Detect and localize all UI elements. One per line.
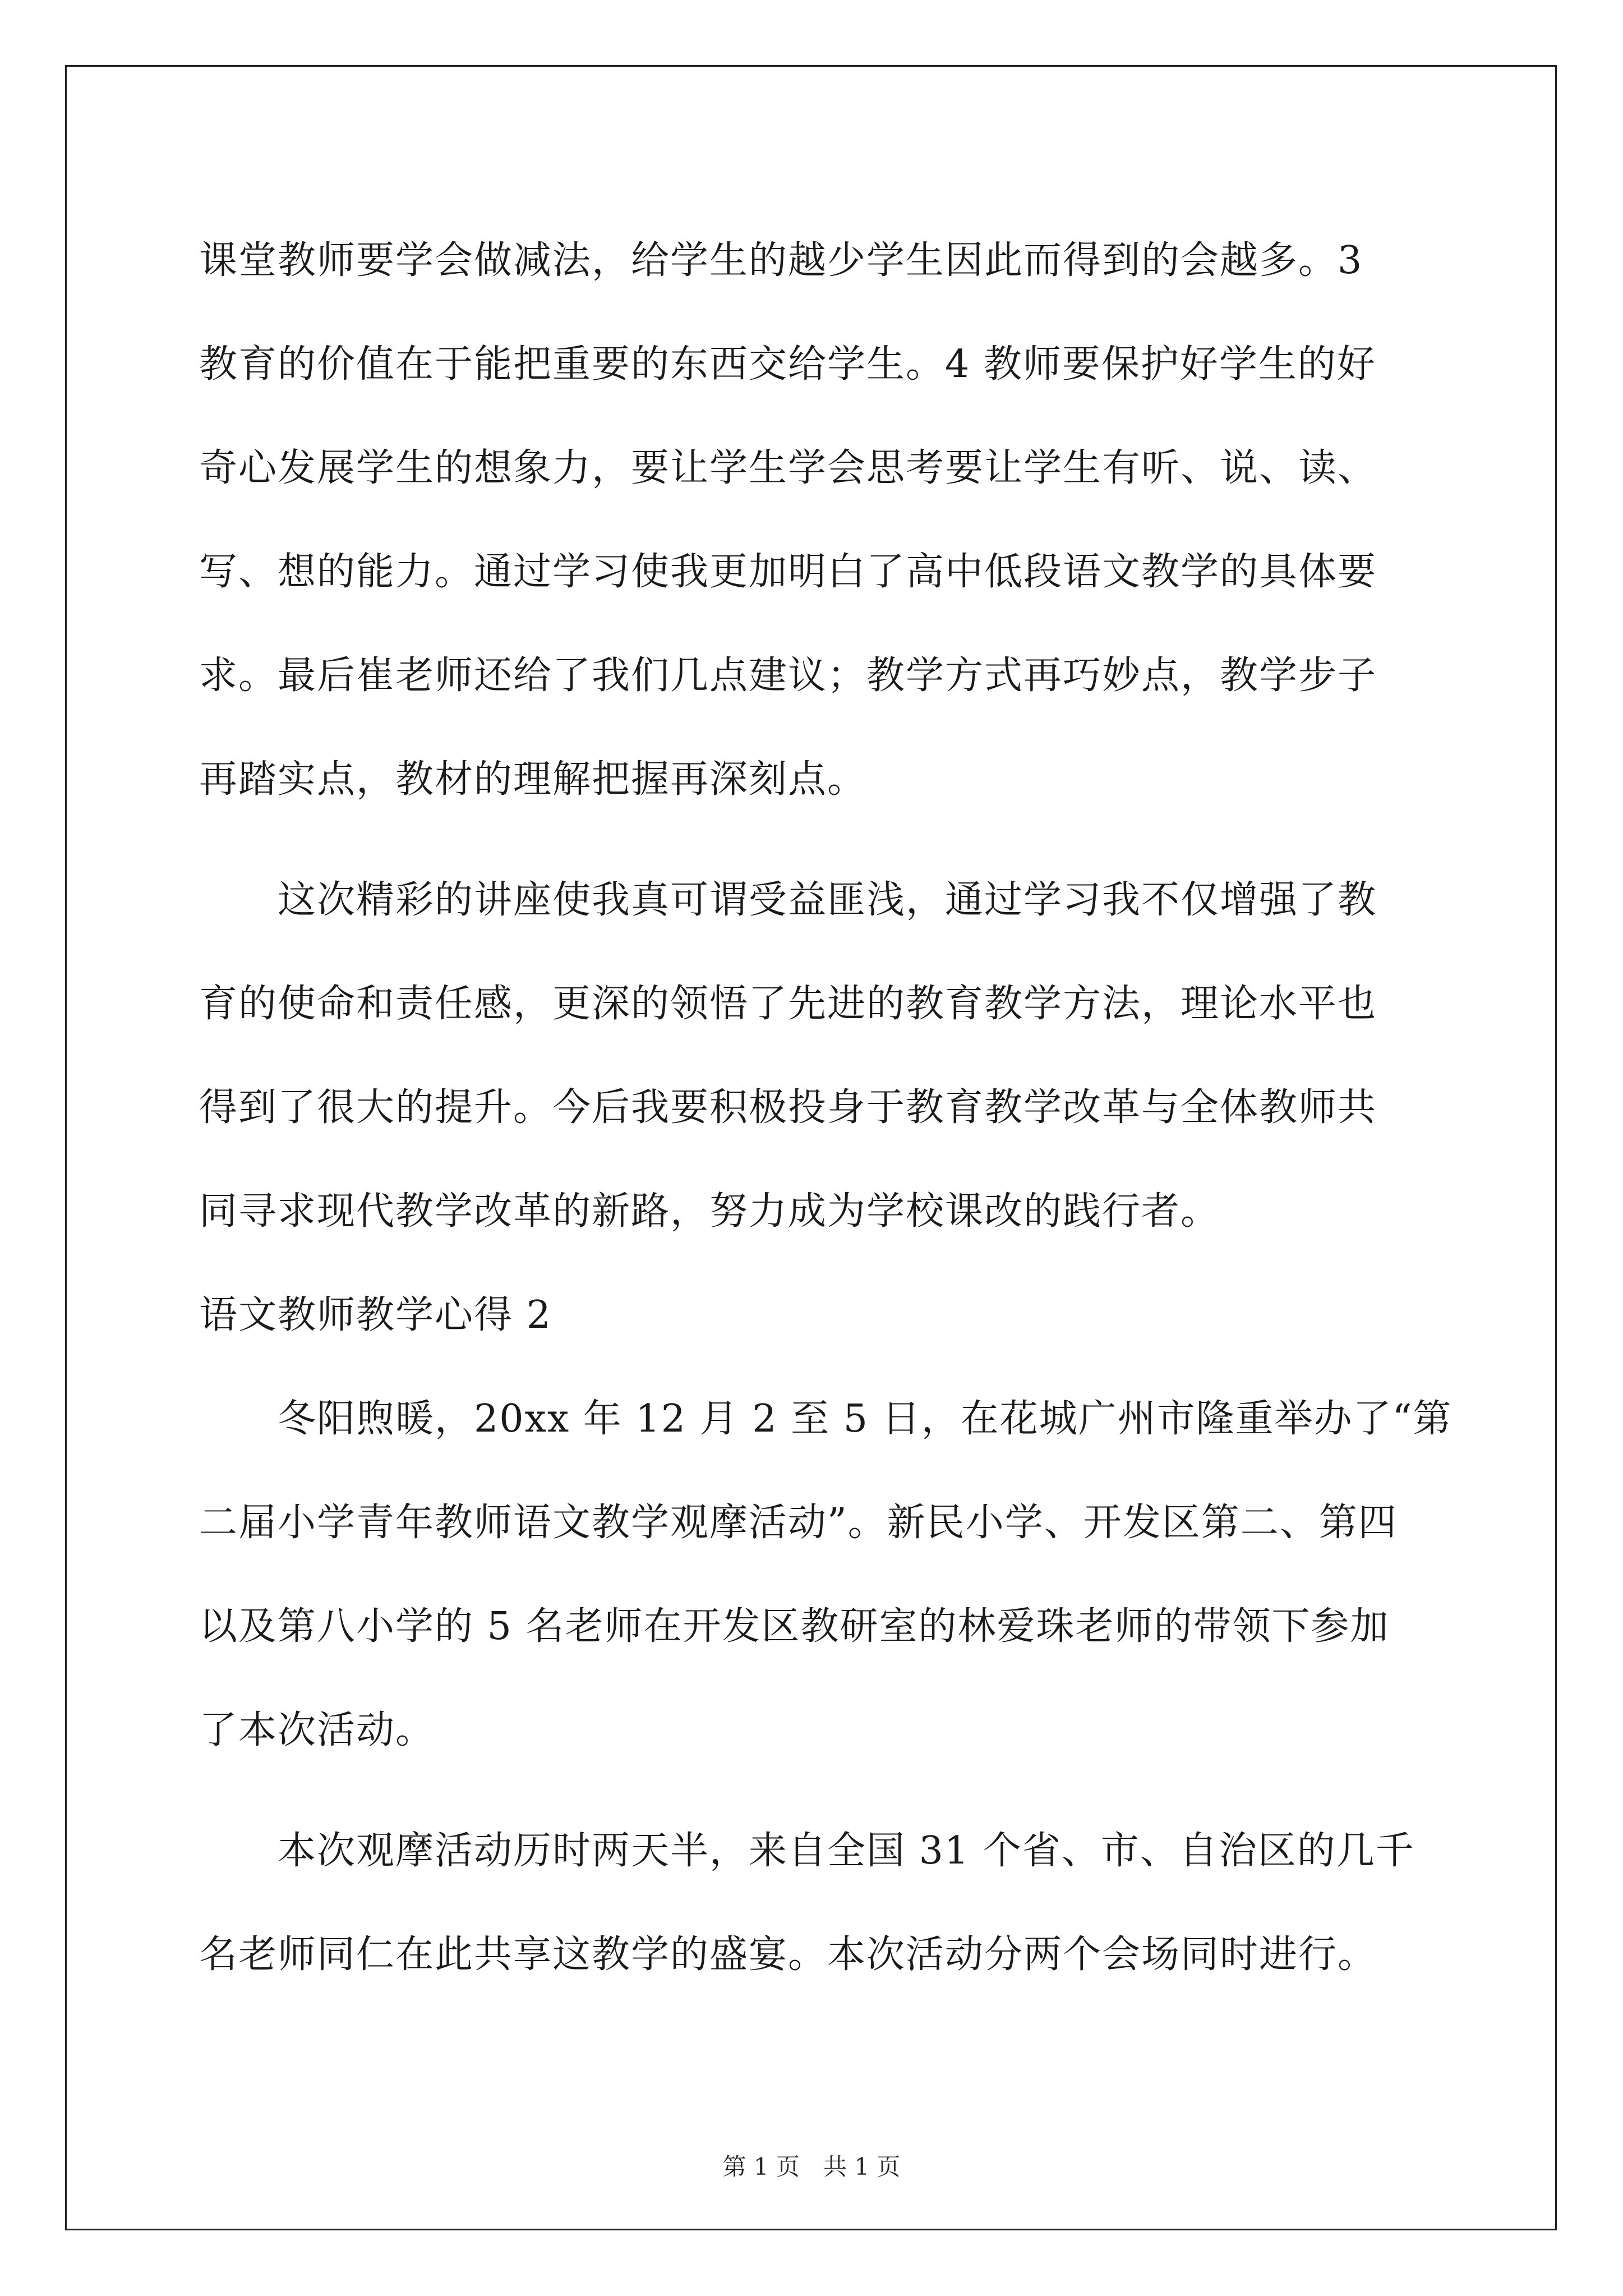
text-line: 得到了很大的提升。今后我要积极投身于教育教学改革与全体教师共 xyxy=(199,1085,1377,1130)
text-line: 本次观摩活动历时两天半，来自全国 31 个省、市、自治区的几千 xyxy=(199,1829,1415,1873)
text-line: 写、想的能力。通过学习使我更加明白了高中低段语文教学的具体要 xyxy=(199,550,1377,594)
page-footer: 第 1 页 共 1 页 xyxy=(722,2153,901,2180)
section-heading: 语文教师教学心得 2 xyxy=(199,1293,552,1337)
text-line: 教育的价值在于能把重要的东西交给学生。4 教师要保护好学生的好 xyxy=(199,342,1376,386)
text-line: 奇心发展学生的想象力，要让学生学会思考要让学生有听、说、读、 xyxy=(199,446,1377,490)
text-line: 课堂教师要学会做减法，给学生的越少学生因此而得到的会越多。3 xyxy=(199,238,1363,283)
text-line: 育的使命和责任感，更深的领悟了先进的教育教学方法，理论水平也 xyxy=(199,982,1377,1026)
text-line: 以及第八小学的 5 名老师在开发区教研室的林爱珠老师的带领下参加 xyxy=(199,1604,1390,1649)
text-line: 这次精彩的讲座使我真可谓受益匪浅，通过学习我不仅增强了教 xyxy=(199,878,1377,922)
text-line: 再踏实点，教材的理解把握再深刻点。 xyxy=(199,757,867,802)
text-line: 了本次活动。 xyxy=(199,1708,435,1752)
text-line: 冬阳煦暖，20xx 年 12 月 2 至 5 日，在花城广州市隆重举办了“第 xyxy=(199,1397,1453,1441)
text-line: 求。最后崔老师还给了我们几点建议；教学方式再巧妙点，教学步子 xyxy=(199,654,1377,698)
text-line: 二届小学青年教师语文教学观摩活动”。新民小学、开发区第二、第四 xyxy=(199,1501,1398,1545)
text-line: 名老师同仁在此共享这教学的盛宴。本次活动分两个会场同时进行。 xyxy=(199,1932,1377,1977)
text-line: 同寻求现代教学改革的新路，努力成为学校课改的践行者。 xyxy=(199,1189,1220,1234)
document-body xyxy=(199,209,1453,2007)
